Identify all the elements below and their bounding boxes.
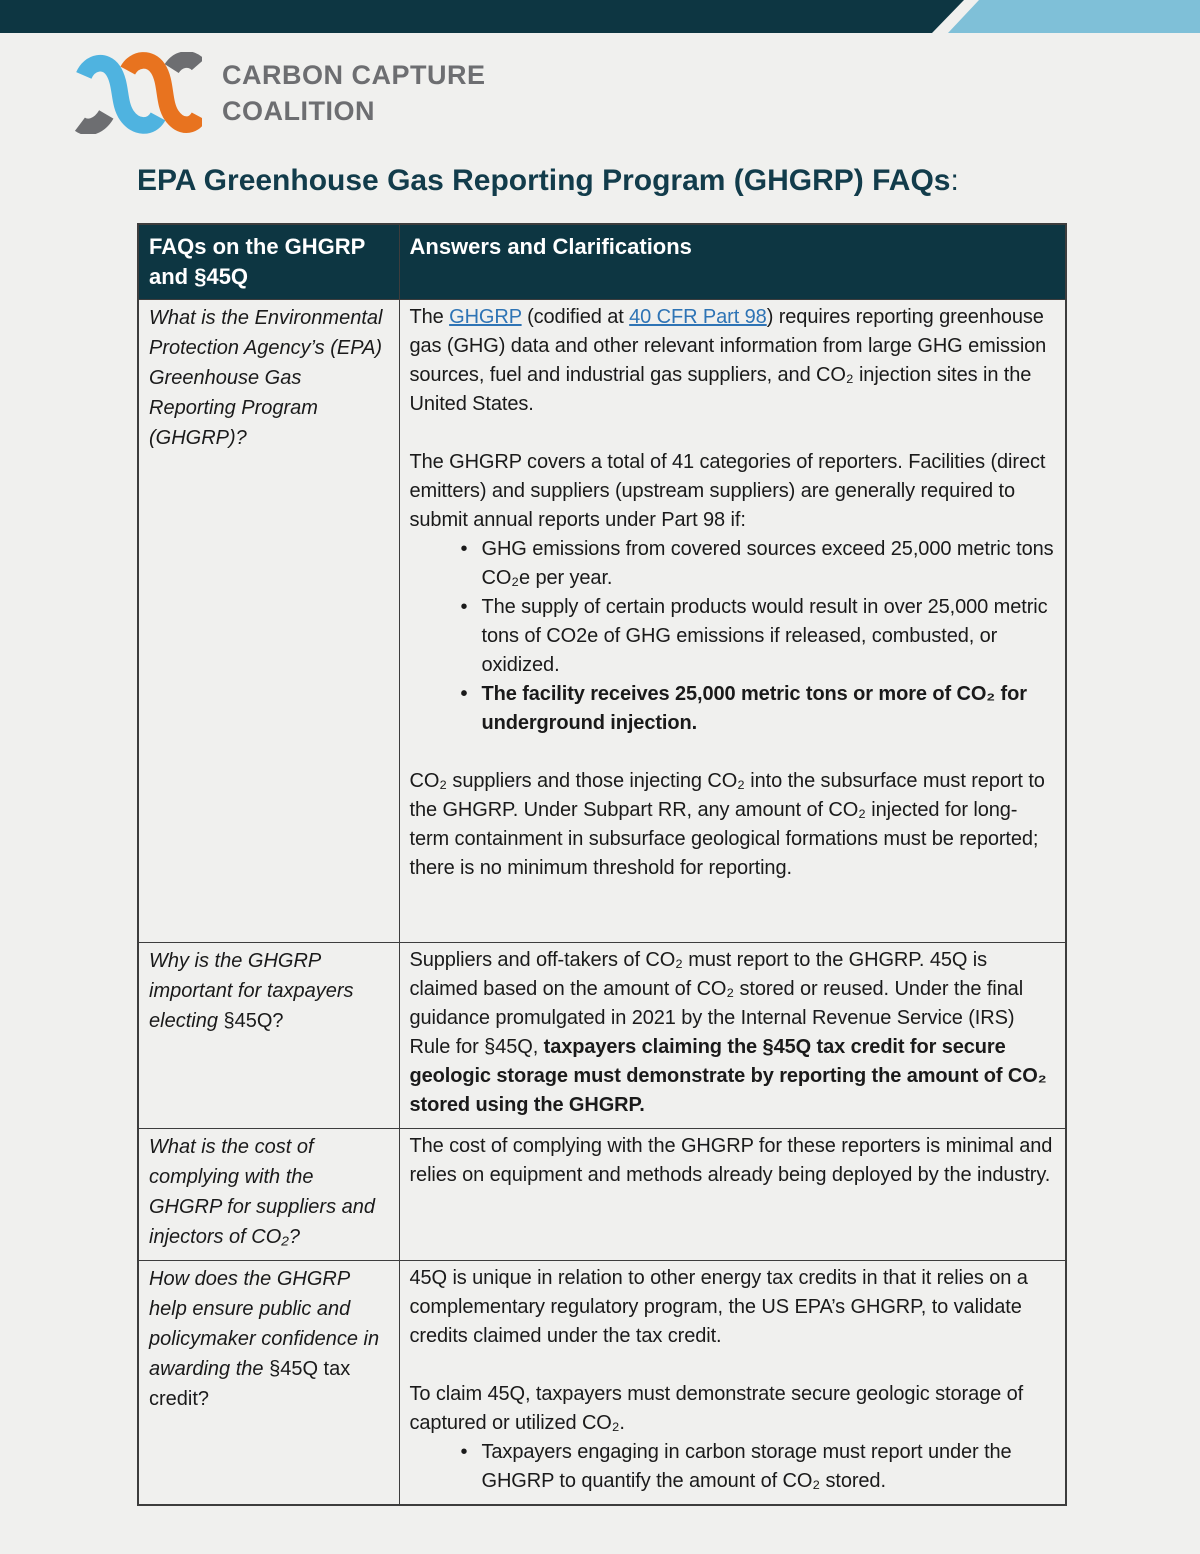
- text-run: The: [409, 306, 450, 328]
- logo-wordmark-line1: CARBON CAPTURE: [222, 60, 486, 90]
- question-cell: [138, 943, 399, 1129]
- paragraph-spacer: [410, 419, 1056, 448]
- table-header-row: [138, 224, 1066, 300]
- text-run: (codified at: [521, 306, 630, 328]
- question-cell: [138, 300, 399, 943]
- carbon-capture-coalition-logo-icon: [75, 52, 202, 134]
- bullet-item: [457, 1438, 1056, 1496]
- answer-paragraph: [410, 1380, 1056, 1438]
- bullet-list: [410, 535, 1056, 738]
- text-run: How does the GHGRP help ensure public and policymaker confidence in awarding the: [149, 1268, 380, 1380]
- page-title-colon: :: [950, 164, 959, 197]
- text-run: The supply of certain products would result in over 25,000 metric tons of CO2e of GHG emissions if released, combusted, or oxidized.: [481, 596, 1048, 676]
- text-run: .: [639, 1094, 645, 1116]
- table-row: [138, 1129, 1066, 1261]
- bullet-item: [457, 535, 1056, 593]
- faq-table: [137, 223, 1067, 1506]
- text-run: Suppliers and off-takers of CO₂ must report to the GHGRP. 45Q is claimed based on the amount of CO₂ stored or reused. Under the final guidance promulgated in 2021 by the Internal Revenue Service (IRS) Rule for §45Q,: [409, 949, 1024, 1058]
- top-banner: [0, 0, 1200, 33]
- faq-table-container: [137, 223, 1067, 1506]
- table-row: [138, 943, 1066, 1129]
- answer-cell: [399, 1261, 1066, 1506]
- page-title-text: EPA Greenhouse Gas Reporting Program (GHGRP) FAQs: [137, 164, 951, 197]
- text-run: To claim 45Q, taxpayers must demonstrate secure geologic storage of captured or utilized CO₂.: [409, 1383, 1024, 1434]
- answer-paragraph: [410, 303, 1056, 419]
- answer-cell: [399, 1129, 1066, 1261]
- paragraph-spacer: [410, 1351, 1056, 1380]
- text-run: §45Q?: [223, 1010, 284, 1032]
- text-run: ) requires reporting greenhouse gas (GHG) data and other relevant information from large GHG emission sources, fuel and industrial gas suppliers, and CO₂ injection sites in the United States.: [409, 306, 1047, 415]
- header-col-answers: Answers and Clarifications: [399, 224, 1066, 300]
- question-cell: [138, 1261, 399, 1506]
- text-run: CO₂ suppliers and those injecting CO₂ into the subsurface must report to the GHGRP. Under Subpart RR, any amount of CO₂ injected for long-term containment in subsurface geological formations must be reported; there is no minimum threshold for reporting.: [409, 770, 1045, 879]
- logo: [75, 52, 486, 134]
- answer-paragraph: [410, 1264, 1056, 1351]
- header-col-questions: FAQs on the GHGRP and §45Q: [138, 224, 399, 300]
- logo-wordmark-line2: COALITION: [222, 96, 375, 126]
- text-run: §45Q tax credit?: [149, 1358, 351, 1410]
- table-row: [138, 300, 1066, 943]
- text-run: taxpayers claiming the §45Q tax credit for secure geologic storage must demonstrate by reporting the amount of CO₂ stored using the GHGRP: [409, 1036, 1047, 1116]
- inline-link[interactable]: 40 CFR Part 98: [629, 306, 767, 328]
- answer-paragraph: [410, 1132, 1056, 1190]
- question-cell: [138, 1129, 399, 1261]
- answer-paragraph: [410, 448, 1056, 535]
- text-run: The cost of complying with the GHGRP for these reporters is minimal and relies on equipment and methods already being deployed by the industry.: [409, 1135, 1053, 1186]
- answer-paragraph: [410, 946, 1056, 1120]
- page-title: [137, 164, 959, 198]
- paragraph-spacer: [410, 738, 1056, 767]
- logo-wordmark: [222, 57, 486, 129]
- text-run: The facility receives 25,000 metric tons or more of CO₂ for underground injection.: [481, 683, 1027, 734]
- table-row: [138, 1261, 1066, 1506]
- text-run: Taxpayers engaging in carbon storage must report under the GHGRP to quantify the amount of CO₂ stored.: [481, 1441, 1012, 1492]
- answer-paragraph: [410, 767, 1056, 883]
- text-run: 45Q is unique in relation to other energy tax credits in that it relies on a complementary regulatory program, the US EPA’s GHGRP, to validate credits claimed under the tax credit.: [409, 1267, 1028, 1347]
- answer-cell: [399, 300, 1066, 943]
- text-run: What is the Environmental Protection Agency’s (EPA) Greenhouse Gas Reporting Program (GHGRP)?: [149, 307, 383, 449]
- bullet-item: [457, 593, 1056, 680]
- answer-cell: [399, 943, 1066, 1129]
- text-run: What is the cost of complying with the GHGRP for suppliers and injectors of CO₂?: [149, 1136, 376, 1248]
- bullet-item: [457, 680, 1056, 738]
- inline-link[interactable]: GHGRP: [449, 306, 522, 328]
- bullet-list: [410, 1438, 1056, 1496]
- text-run: Why is the GHGRP important for taxpayers electing: [149, 950, 354, 1032]
- text-run: GHG emissions from covered sources exceed 25,000 metric tons CO₂e per year.: [481, 538, 1054, 589]
- text-run: The GHGRP covers a total of 41 categories of reporters. Facilities (direct emitters) and suppliers (upstream suppliers) are generally required to submit annual reports under Part 98 if:: [409, 451, 1046, 531]
